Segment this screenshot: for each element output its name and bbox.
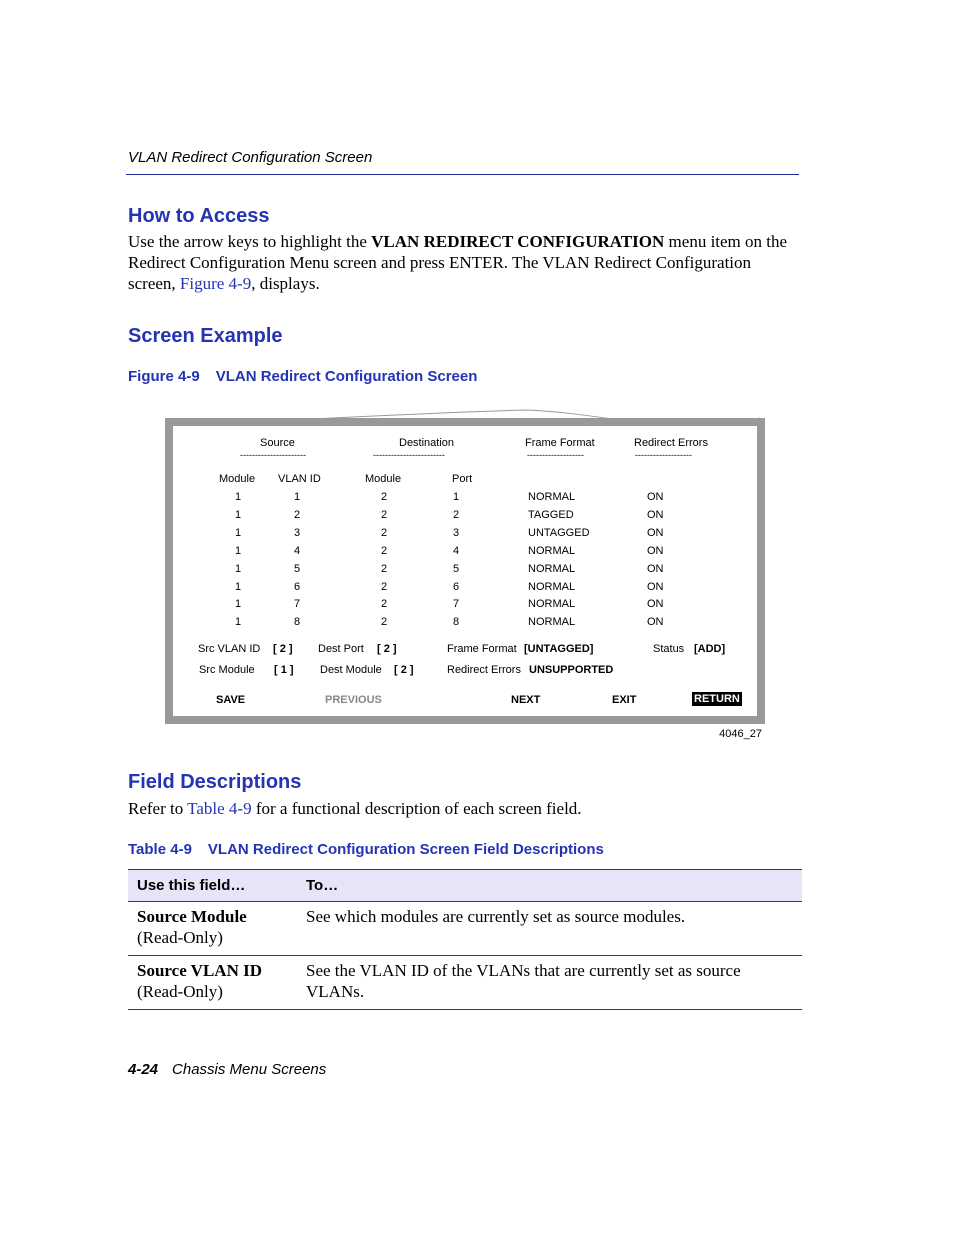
cell-format: NORMAL	[528, 580, 576, 593]
figure-caption: Figure 4-9 VLAN Redirect Configuration Screen	[128, 368, 478, 385]
cell-vlan-id: 4	[293, 544, 301, 557]
cell-src-module: 1	[234, 562, 242, 575]
cell-port: 1	[452, 491, 460, 503]
field-name: Source VLAN ID	[137, 961, 262, 980]
src-module-field[interactable]: [ 1 ]	[274, 664, 294, 676]
screen-example-heading: Screen Example	[128, 325, 283, 347]
src-vlan-field[interactable]: [ 2 ]	[273, 643, 293, 655]
table-row	[128, 956, 802, 1010]
menu-item-name: VLAN REDIRECT CONFIGURATION	[371, 232, 665, 251]
field-description-table	[128, 869, 802, 1010]
cell-format: TAGGED	[528, 508, 574, 521]
page-number: 4-24	[128, 1061, 159, 1078]
figure-link[interactable]: Figure 4-9	[179, 274, 252, 293]
cell-format: NORMAL	[528, 616, 576, 629]
status-field[interactable]: [ADD]	[694, 643, 726, 655]
table-header-to: To…	[297, 870, 802, 902]
cell-dst-module: 2	[380, 508, 388, 521]
table-row	[128, 902, 802, 956]
next-command[interactable]: NEXT	[511, 694, 541, 706]
cell-port: 6	[452, 580, 460, 593]
dash-frame-format: -------------------	[527, 450, 584, 460]
redirect-errors-label: Redirect Errors	[447, 664, 521, 676]
field-desc: See the VLAN ID of the VLANs that are currently set as source VLANs.	[297, 956, 802, 1010]
cell-errors: ON	[647, 526, 664, 539]
cell-errors: ON	[647, 616, 664, 629]
group-redirect-errors: Redirect Errors	[634, 437, 708, 449]
col-vlan-id: VLAN ID	[278, 473, 321, 485]
col-src-module: Module	[219, 473, 256, 485]
cell-vlan-id: 5	[293, 562, 301, 575]
cell-format: UNTAGGED	[528, 526, 590, 539]
field-note: (Read-Only)	[137, 982, 223, 1001]
table-header-field: Use this field…	[128, 870, 297, 902]
table-caption: Table 4-9 VLAN Redirect Configuration Screen Field Descriptions	[128, 841, 604, 858]
cell-format: NORMAL	[528, 562, 576, 575]
dest-port-label: Dest Port	[318, 643, 364, 655]
cell-port: 7	[452, 598, 460, 611]
cell-vlan-id: 2	[293, 508, 301, 521]
terminal-screen	[173, 426, 757, 716]
page-footer	[128, 1061, 326, 1078]
col-port: Port	[452, 473, 473, 485]
cell-errors: ON	[647, 598, 664, 611]
cell-dst-module: 2	[380, 562, 388, 575]
dash-source: ----------------------	[240, 450, 306, 460]
redirect-errors-field: UNSUPPORTED	[529, 664, 614, 676]
cell-port: 2	[452, 508, 460, 521]
cell-format: NORMAL	[528, 544, 576, 557]
frame-format-field[interactable]: [UNTAGGED]	[524, 643, 594, 655]
cell-errors: ON	[647, 491, 664, 503]
cell-errors: ON	[647, 580, 664, 593]
group-source: Source	[260, 437, 295, 449]
cell-vlan-id: 3	[293, 526, 301, 539]
cell-src-module: 1	[234, 580, 242, 593]
field-note: (Read-Only)	[137, 928, 223, 947]
dash-redirect-errors: -------------------	[635, 450, 692, 460]
cell-src-module: 1	[234, 526, 242, 539]
field-name: Source Module	[137, 907, 247, 926]
cell-errors: ON	[647, 508, 664, 521]
running-header: VLAN Redirect Configuration Screen	[128, 149, 373, 166]
dest-module-label: Dest Module	[320, 664, 382, 676]
col-dst-module: Module	[365, 473, 402, 485]
cell-port: 8	[452, 616, 460, 629]
cell-vlan-id: 8	[293, 616, 301, 629]
cell-vlan-id: 6	[293, 580, 301, 593]
cell-format: NORMAL	[528, 491, 576, 503]
frame-format-label: Frame Format	[447, 643, 517, 655]
dest-port-field[interactable]: [ 2 ]	[377, 643, 397, 655]
group-frame-format: Frame Format	[525, 437, 595, 449]
table-link[interactable]: Table 4-9	[187, 799, 252, 818]
cell-dst-module: 2	[380, 491, 388, 503]
header-rule	[126, 174, 799, 175]
field-descriptions-text: Refer to Table 4-9 for a functional description of each screen field.	[128, 799, 582, 818]
cell-dst-module: 2	[380, 598, 388, 611]
status-label: Status	[653, 643, 685, 655]
cell-vlan-id: 7	[293, 598, 301, 611]
how-to-access-heading: How to Access	[128, 205, 270, 227]
previous-command[interactable]: PREVIOUS	[325, 694, 382, 706]
field-desc: See which modules are currently set as source modules.	[297, 902, 802, 956]
cell-port: 4	[452, 544, 460, 557]
cell-src-module: 1	[234, 491, 242, 503]
cell-dst-module: 2	[380, 580, 388, 593]
cell-errors: ON	[647, 544, 664, 557]
figure-id: 4046_27	[719, 728, 762, 740]
return-command[interactable]: RETURN	[694, 693, 740, 705]
cell-vlan-id: 1	[293, 491, 301, 503]
cell-errors: ON	[647, 562, 664, 575]
exit-command[interactable]: EXIT	[612, 694, 637, 706]
cell-src-module: 1	[234, 508, 242, 521]
src-module-label: Src Module	[199, 664, 255, 676]
cell-dst-module: 2	[380, 544, 388, 557]
cell-src-module: 1	[234, 598, 242, 611]
cell-port: 5	[452, 562, 460, 575]
cell-src-module: 1	[234, 544, 242, 557]
group-destination: Destination	[399, 437, 455, 449]
cell-port: 3	[452, 526, 460, 539]
save-command[interactable]: SAVE	[216, 694, 246, 706]
cell-dst-module: 2	[380, 526, 388, 539]
how-to-access-text: Use the arrow keys to highlight the VLAN REDIRECT CONFIGURATION menu item on the Redirect Configuration Menu screen and press ENTER. The VLAN Redirect Configuration screen, Figure 4-9, displays.	[128, 232, 788, 293]
src-vlan-label: Src VLAN ID	[198, 643, 261, 655]
cell-src-module: 1	[234, 616, 242, 629]
field-descriptions-heading: Field Descriptions	[128, 771, 302, 793]
cell-format: NORMAL	[528, 598, 576, 611]
dest-module-field[interactable]: [ 2 ]	[394, 664, 414, 676]
cell-dst-module: 2	[380, 616, 388, 629]
dash-destination: ------------------------	[373, 450, 445, 460]
footer-title: Chassis Menu Screens	[172, 1061, 327, 1078]
